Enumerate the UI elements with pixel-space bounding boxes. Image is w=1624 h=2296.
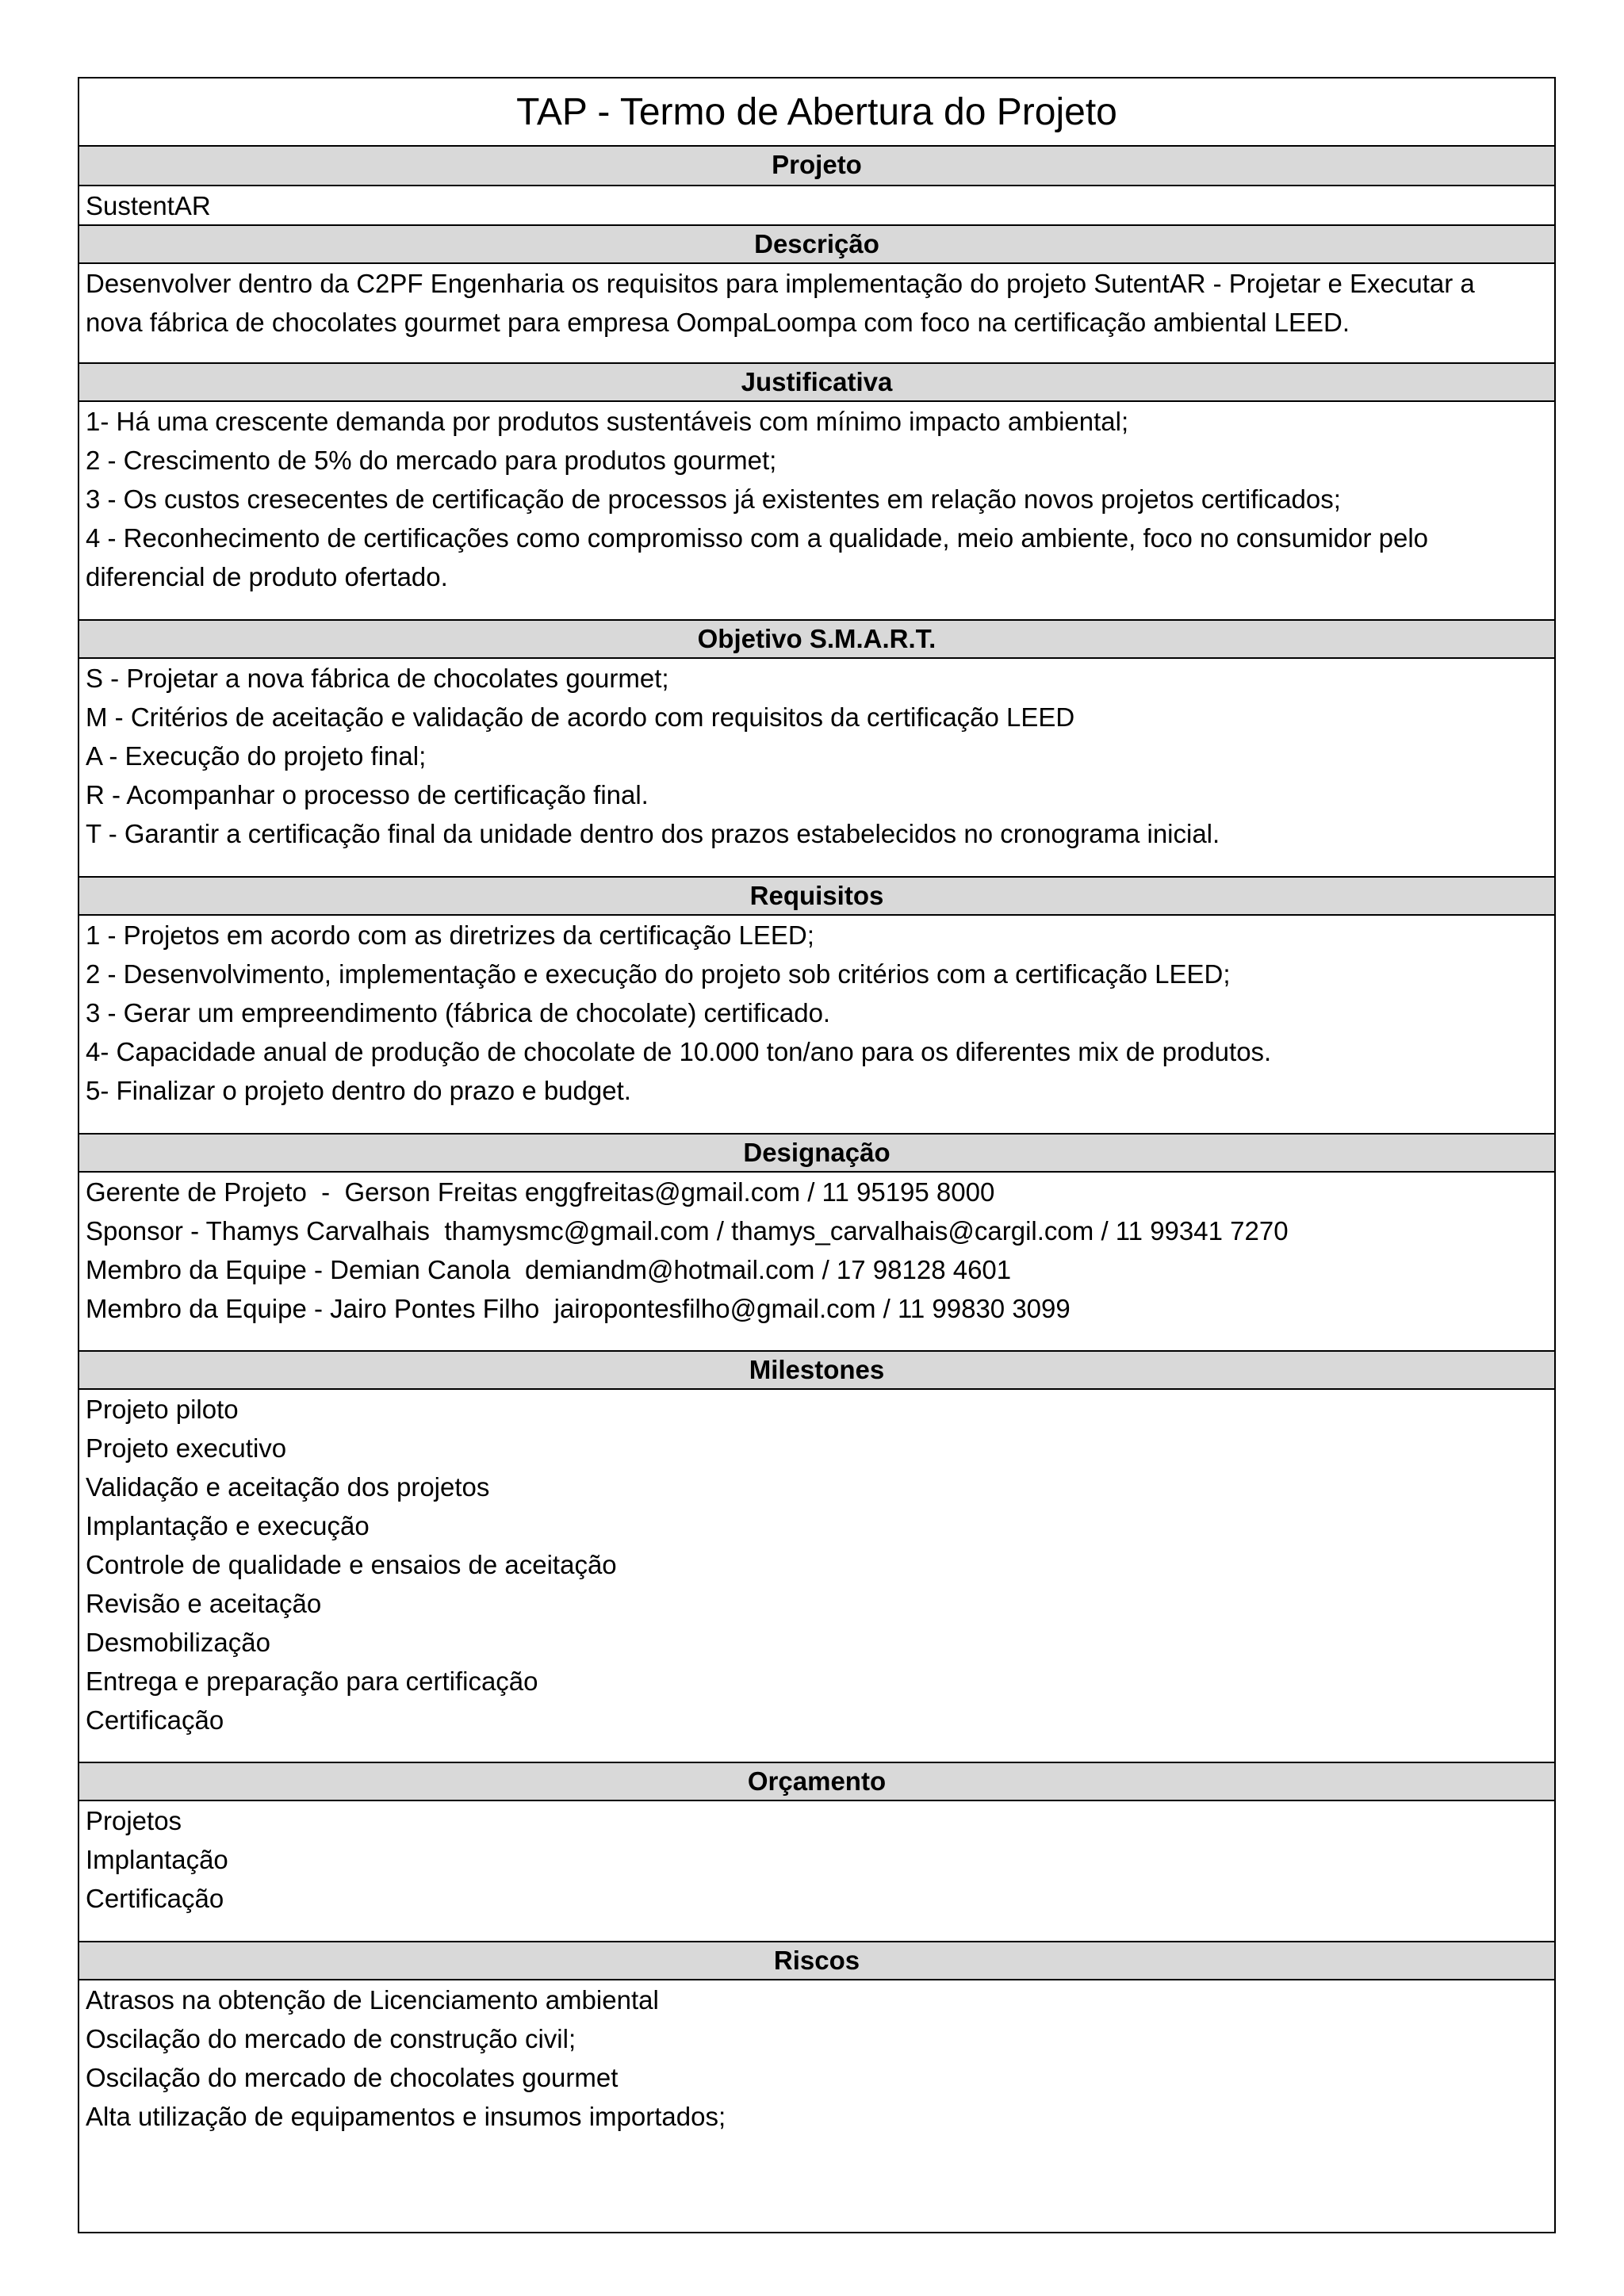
section-line: S - Projetar a nova fábrica de chocolates gourmet; bbox=[86, 664, 669, 693]
section-line: Revisão e aceitação bbox=[86, 1589, 322, 1618]
section-header-riscos: Riscos bbox=[79, 1941, 1554, 1980]
section-line: nova fábrica de chocolates gourmet para empresa OompaLoompa com foco na certificação ambiental LEED. bbox=[86, 308, 1350, 337]
section-header-orcamento: Orçamento bbox=[79, 1762, 1554, 1801]
section-line: Validação e aceitação dos projetos bbox=[86, 1472, 490, 1502]
section-line: Controle de qualidade e ensaios de aceitação bbox=[86, 1550, 617, 1579]
section-line: Desenvolver dentro da C2PF Engenharia os requisitos para implementação do projeto SutentAR - Projetar e Executar a bbox=[86, 269, 1475, 298]
section-line: 3 - Os custos cresecentes de certificação de processos já existentes em relação novos projetos certificados; bbox=[86, 484, 1341, 514]
section-body-justificativa bbox=[79, 402, 1554, 619]
section-line: diferencial de produto ofertado. bbox=[86, 562, 448, 591]
section-line: 4- Capacidade anual de produção de chocolate de 10.000 ton/ano para os diferentes mix de produtos. bbox=[86, 1037, 1272, 1066]
section-line: Oscilação do mercado de construção civil; bbox=[86, 2024, 576, 2053]
section-line: SustentAR bbox=[86, 191, 211, 220]
section-line: Entrega e preparação para certificação bbox=[86, 1667, 538, 1696]
section-line: R - Acompanhar o processo de certificação final. bbox=[86, 780, 649, 809]
section-line: Gerente de Projeto - Gerson Freitas enggfreitas@gmail.com / 11 95195 8000 bbox=[86, 1177, 995, 1207]
section-body-milestones bbox=[79, 1390, 1554, 1762]
section-line: Desmobilização bbox=[86, 1628, 270, 1657]
section-header-projeto: Projeto bbox=[79, 147, 1554, 186]
section-body-descricao bbox=[79, 264, 1554, 362]
tap-document bbox=[78, 77, 1556, 2233]
section-header-requisitos: Requisitos bbox=[79, 876, 1554, 916]
section-line: Projetos bbox=[86, 1806, 182, 1835]
section-line: 1 - Projetos em acordo com as diretrizes da certificação LEED; bbox=[86, 920, 814, 950]
section-body-designacao bbox=[79, 1173, 1554, 1350]
section-body-projeto bbox=[79, 186, 1554, 224]
section-line: Implantação bbox=[86, 1845, 228, 1874]
section-line: Atrasos na obtenção de Licenciamento ambiental bbox=[86, 1985, 659, 2015]
section-line: Certificação bbox=[86, 1884, 224, 1913]
section-line: Alta utilização de equipamentos e insumos importados; bbox=[86, 2102, 726, 2131]
section-line: Oscilação do mercado de chocolates gourmet bbox=[86, 2063, 619, 2092]
section-line: M - Critérios de aceitação e validação de acordo com requisitos da certificação LEED bbox=[86, 702, 1075, 732]
section-body-objetivo bbox=[79, 659, 1554, 876]
section-line: Membro da Equipe - Demian Canola demiandm@hotmail.com / 17 98128 4601 bbox=[86, 1255, 1012, 1284]
section-body-requisitos bbox=[79, 916, 1554, 1133]
document-title: TAP - Termo de Abertura do Projeto bbox=[79, 78, 1554, 147]
section-line: A - Execução do projeto final; bbox=[86, 741, 427, 771]
section-line: 1- Há uma crescente demanda por produtos sustentáveis com mínimo impacto ambiental; bbox=[86, 407, 1129, 436]
section-body-riscos bbox=[79, 1980, 1554, 2136]
section-line: 5- Finalizar o projeto dentro do prazo e budget. bbox=[86, 1076, 631, 1105]
section-line: 4 - Reconhecimento de certificações como compromisso com a qualidade, meio ambiente, foco no consumidor pelo bbox=[86, 523, 1429, 553]
section-line: Sponsor - Thamys Carvalhais thamysmc@gmail.com / thamys_carvalhais@cargil.com / 11 99341 7270 bbox=[86, 1216, 1289, 1246]
section-line: T - Garantir a certificação final da unidade dentro dos prazos estabelecidos no cronograma inicial. bbox=[86, 819, 1220, 848]
section-line: 2 - Desenvolvimento, implementação e execução do projeto sob critérios com a certificação LEED; bbox=[86, 959, 1231, 989]
section-header-milestones: Milestones bbox=[79, 1350, 1554, 1390]
section-header-designacao: Designação bbox=[79, 1133, 1554, 1173]
section-header-descricao: Descrição bbox=[79, 224, 1554, 264]
section-line: 2 - Crescimento de 5% do mercado para produtos gourmet; bbox=[86, 446, 777, 475]
section-header-justificativa: Justificativa bbox=[79, 362, 1554, 402]
section-line: Implantação e execução bbox=[86, 1511, 370, 1540]
section-header-objetivo: Objetivo S.M.A.R.T. bbox=[79, 619, 1554, 659]
section-line: Membro da Equipe - Jairo Pontes Filho jairopontesfilho@gmail.com / 11 99830 3099 bbox=[86, 1294, 1071, 1323]
section-line: 3 - Gerar um empreendimento (fábrica de chocolate) certificado. bbox=[86, 998, 831, 1027]
section-body-orcamento bbox=[79, 1801, 1554, 1941]
section-line: Projeto executivo bbox=[86, 1433, 287, 1463]
section-line: Projeto piloto bbox=[86, 1395, 239, 1424]
section-line: Certificação bbox=[86, 1705, 224, 1735]
